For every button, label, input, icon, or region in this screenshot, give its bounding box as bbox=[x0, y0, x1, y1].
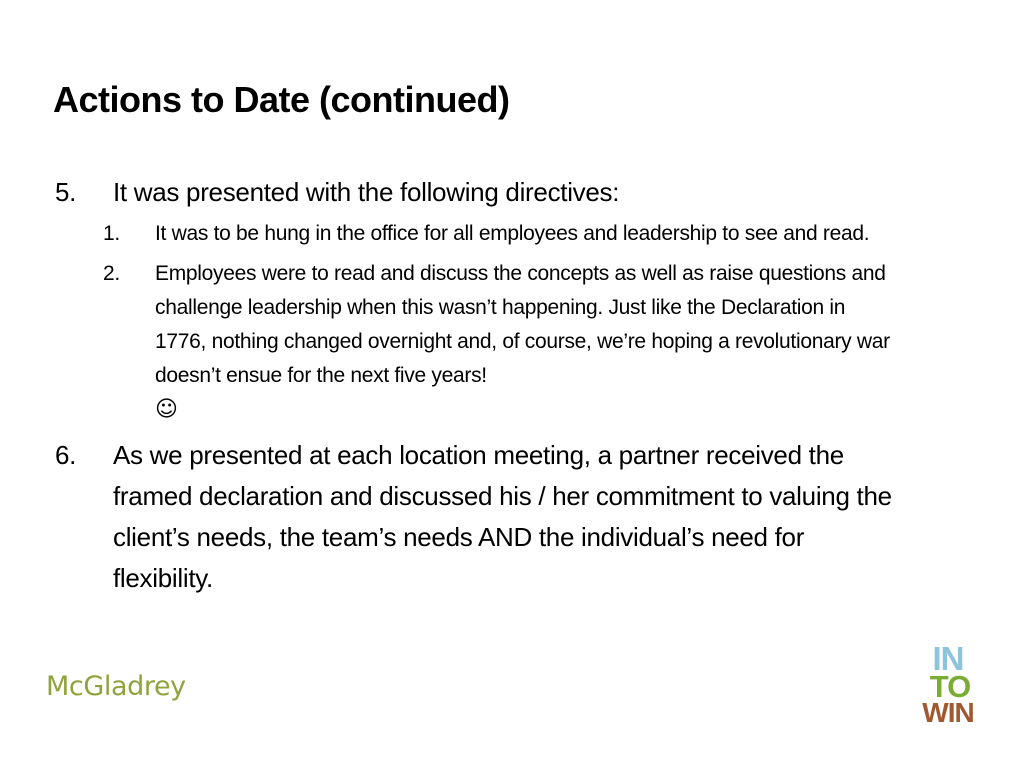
into-win-logo bbox=[913, 644, 983, 724]
into-win-logo-line-in: IN bbox=[932, 644, 964, 677]
list-item-6 bbox=[55, 435, 895, 599]
sub-list-item-number: 1. bbox=[103, 222, 120, 245]
into-win-logo-line-win: WIN bbox=[922, 697, 974, 724]
sub-list-item-1 bbox=[55, 217, 895, 251]
list-item-number: 5. bbox=[55, 177, 77, 207]
sub-list-item-text: It was to be hung in the office for all employees and leadership to see and read. bbox=[155, 222, 870, 245]
mcgladrey-logo: McGladrey bbox=[46, 671, 186, 702]
smiley-icon: ☺ bbox=[155, 397, 178, 422]
list-item-number: 6. bbox=[55, 440, 77, 470]
sub-list-item-2 bbox=[55, 257, 895, 427]
sub-list-item-number: 2. bbox=[103, 262, 120, 285]
list-item-text: As we presented at each location meeting, a partner received the framed declaration and discussed his / her commitment to valuing the client’s needs, the team’s needs AND the individual’s need for flexibility. bbox=[113, 440, 892, 593]
slide-body bbox=[55, 172, 895, 599]
sub-list bbox=[55, 217, 895, 427]
sub-list-item-text: Employees were to read and discuss the concepts as well as raise questions and challenge leadership when this wasn’t happening. Just like the Declaration in 1776, nothing changed overnight and, of course, we’re hoping a revolutionary war doesn’t ensue for the next five years! bbox=[155, 262, 890, 387]
slide-title: Actions to Date (continued) bbox=[53, 79, 510, 120]
list-item-5 bbox=[55, 172, 895, 213]
list-item-text: It was presented with the following directives: bbox=[113, 177, 620, 207]
into-win-logo-line-to: TO bbox=[929, 669, 971, 704]
